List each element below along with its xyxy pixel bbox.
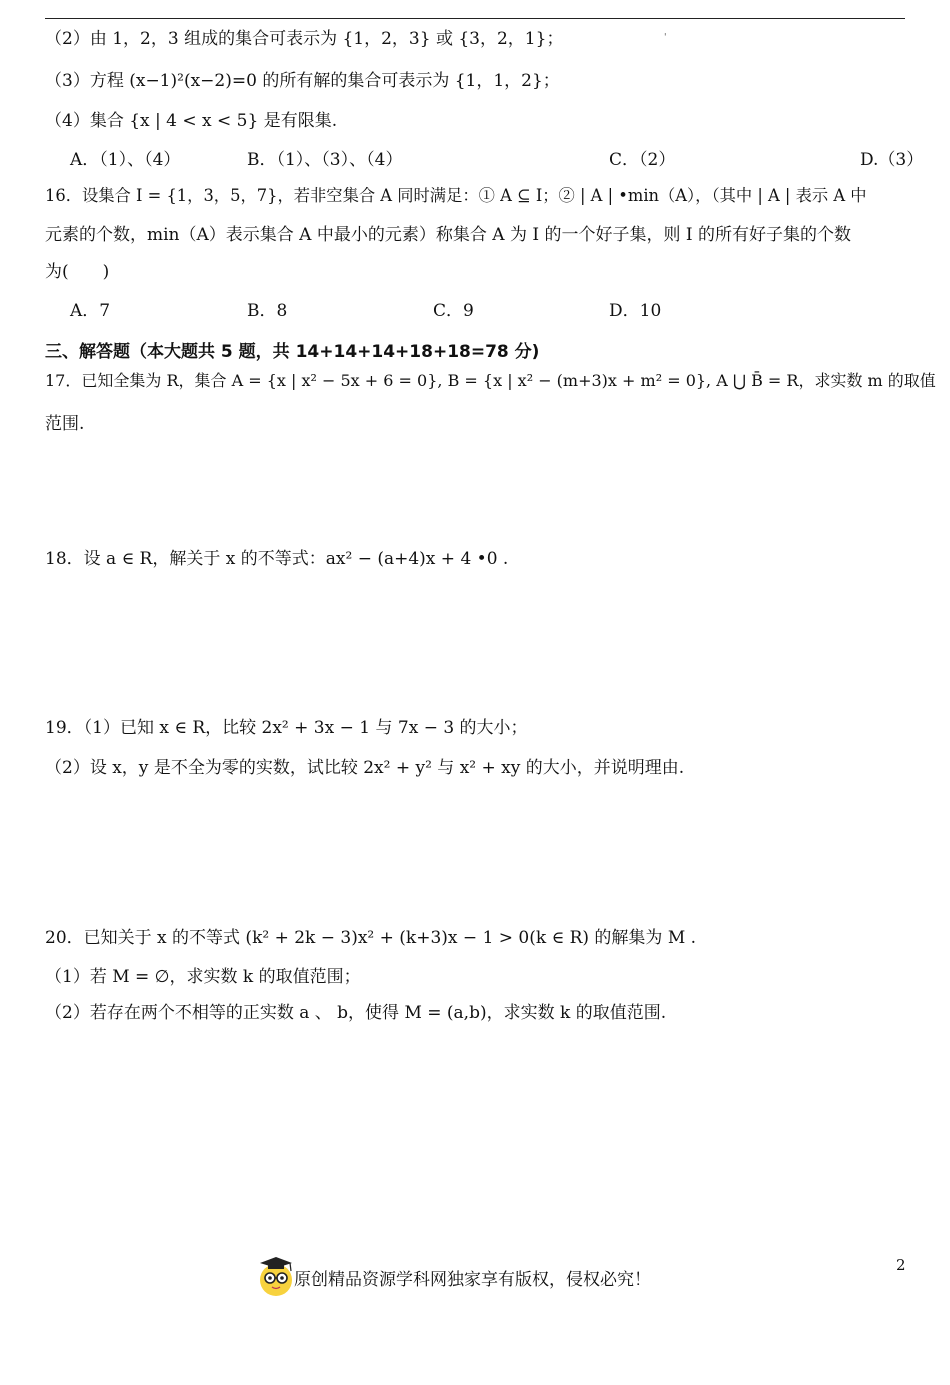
q16-line-3: 为( ): [45, 262, 110, 282]
q16-option-d: D．10: [609, 301, 662, 321]
q16-option-a: A．7: [70, 301, 111, 321]
q17-line-1: 17．已知全集为 R，集合 A = {x | x² − 5x + 6 = 0}, B = {x | x² − (m+3)x + m² = 0}, A ⋃ B̄ = R，求实数 m 的取值: [45, 371, 936, 390]
q17-line-2: 范围.: [45, 414, 85, 434]
q15-option-c: C．（2）: [609, 150, 676, 170]
mascot-icon: [258, 1253, 298, 1297]
q16-line-1: 16．设集合 I = {1，3，5，7}，若非空集合 A 同时满足：① A ⊆ I；② | A | •min（A），（其中 | A | 表示 A 中: [45, 186, 867, 205]
q16-option-b: B．8: [247, 301, 288, 321]
q16-line-2: 元素的个数，min（A）表示集合 A 中最小的元素）称集合 A 为 I 的一个好子集，则 I 的所有好子集的个数: [45, 225, 851, 245]
q15-item-3: （3）方程 (x−1)²(x−2)=0 的所有解的集合可表示为 {1，1，2}；: [45, 71, 560, 91]
page-number: 2: [896, 1256, 906, 1274]
q16-option-c: C．9: [433, 301, 474, 321]
q20-line-3: （2）若存在两个不相等的正实数 a 、 b，使得 M = (a,b)，求实数 k 的取值范围.: [45, 1003, 667, 1023]
q15-item-2: （2）由 1，2，3 组成的集合可表示为 {1，2，3} 或 {3，2，1}；: [45, 29, 564, 49]
q19-line-1: 19．（1）已知 x ∈ R，比较 2x² + 3x − 1 与 7x − 3 的大小；: [45, 718, 528, 738]
section-heading: 三、解答题（本大题共 5 题，共 14+14+14+18+18=78 分): [45, 342, 540, 362]
q15-option-b: B．（1）、（3）、（4）: [247, 150, 403, 170]
top-rule: [45, 18, 905, 19]
stray-mark: ': [664, 33, 667, 43]
q20-line-2: （1）若 M = ∅，求实数 k 的取值范围；: [45, 967, 361, 987]
q18-line-1: 18．设 a ∈ R，解关于 x 的不等式：ax² − (a+4)x + 4 •0 .: [45, 549, 509, 569]
q15-item-4: （4）集合 {x | 4 < x < 5} 是有限集.: [45, 111, 338, 131]
q15-option-a: A．（1）、（4）: [70, 150, 181, 170]
copyright-text: 原创精品资源学科网独家享有版权，侵权必究！: [294, 1270, 651, 1290]
q19-line-2: （2）设 x，y 是不全为零的实数，试比较 2x² + y² 与 x² + xy 的大小，并说明理由.: [45, 758, 685, 778]
q20-line-1: 20．已知关于 x 的不等式 (k² + 2k − 3)x² + (k+3)x − 1 > 0(k ∈ R) 的解集为 M .: [45, 928, 697, 948]
q15-option-d: D.（3）: [860, 150, 924, 170]
